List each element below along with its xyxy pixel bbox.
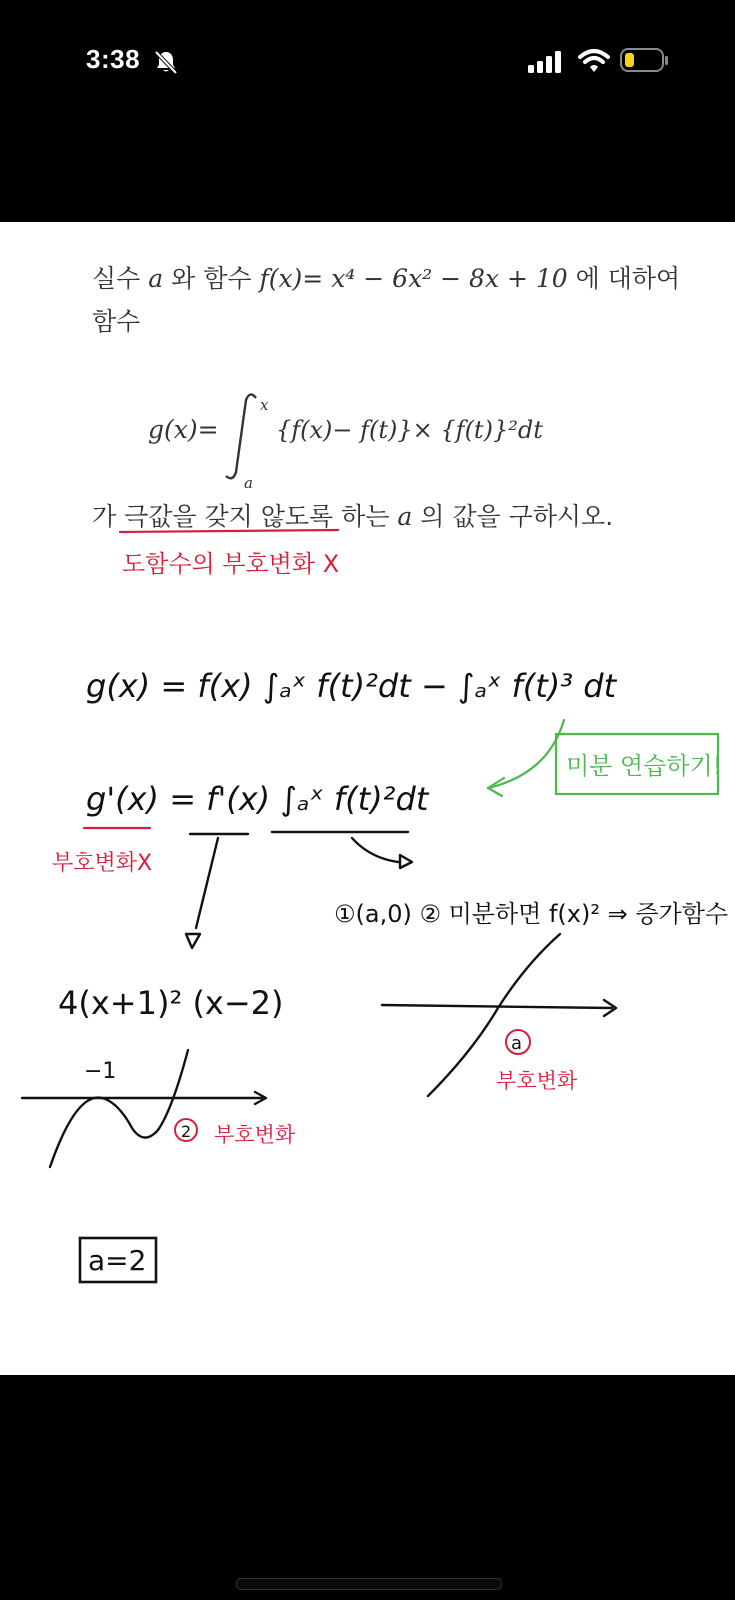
wifi-icon — [578, 47, 610, 75]
problem-page — [0, 222, 735, 1375]
variable-a: a — [148, 264, 164, 293]
green-note-text: 미분 연습하기! — [566, 752, 723, 780]
cellular-signal-icon — [528, 50, 564, 74]
problem-text: 실수 — [92, 264, 149, 293]
answer-text: a=2 — [88, 1244, 147, 1277]
left-graph-curve — [50, 1050, 188, 1167]
integral-lower-limit: a — [244, 474, 253, 490]
function-f-definition: f(x)= x⁴ − 6x² − 8x + 10 — [259, 264, 568, 293]
integrand: {f(x)− f(t)}× {f(t)}²dt — [276, 416, 543, 444]
arrow-line-left — [196, 838, 218, 928]
red-underline — [120, 530, 338, 532]
home-indicator[interactable] — [236, 1578, 502, 1590]
label-a: a — [511, 1033, 523, 1054]
handwritten-g-expansion: g(x) = f(x) ∫ₐˣ f(t)²dt − ∫ₐˣ f(t)³ dt — [86, 667, 617, 705]
factored-fprime: 4(x+1)² (x−2) — [58, 984, 284, 1022]
green-arrow — [488, 720, 564, 788]
problem-text: 에 대하여 — [567, 264, 681, 293]
arrow-line-right — [352, 838, 398, 862]
red-note-left: 부호변화X — [52, 851, 153, 876]
problem-text: 와 함수 — [163, 264, 260, 293]
label-two: 2 — [181, 1122, 192, 1141]
red-sign-change-left: 부호변화 — [214, 1123, 296, 1147]
handwritten-g-prime: g'(x) = f'(x) ∫ₐˣ f(t)²dt — [86, 780, 429, 818]
red-note-top: 도함수의 부호변화 X — [122, 550, 340, 578]
arrow-head-left — [186, 934, 200, 948]
arrow-head-right — [400, 855, 412, 868]
question-text: 의 값을 구하시오. — [412, 502, 614, 531]
red-sign-change-right: 부호변화 — [496, 1069, 578, 1093]
bottom-bar — [0, 1375, 735, 1600]
variable-a: a — [397, 502, 413, 531]
status-bar — [0, 0, 735, 222]
integral-upper-limit: x — [260, 396, 269, 414]
question-text: 가 극값을 갖지 않도록 하는 — [92, 502, 398, 531]
note-conditions: ①(a,0) ② 미분하면 f(x)² ⇒ 증가함수 — [334, 900, 729, 928]
label-minus-one: −1 — [84, 1059, 117, 1084]
handwritten-annotations — [0, 222, 735, 1375]
equation-lhs: g(x)= — [148, 415, 219, 444]
status-time: 3:38 — [86, 44, 141, 74]
bell-slash-icon — [153, 49, 179, 75]
battery-low-icon — [620, 47, 670, 75]
problem-line-2: 함수 — [92, 307, 141, 336]
